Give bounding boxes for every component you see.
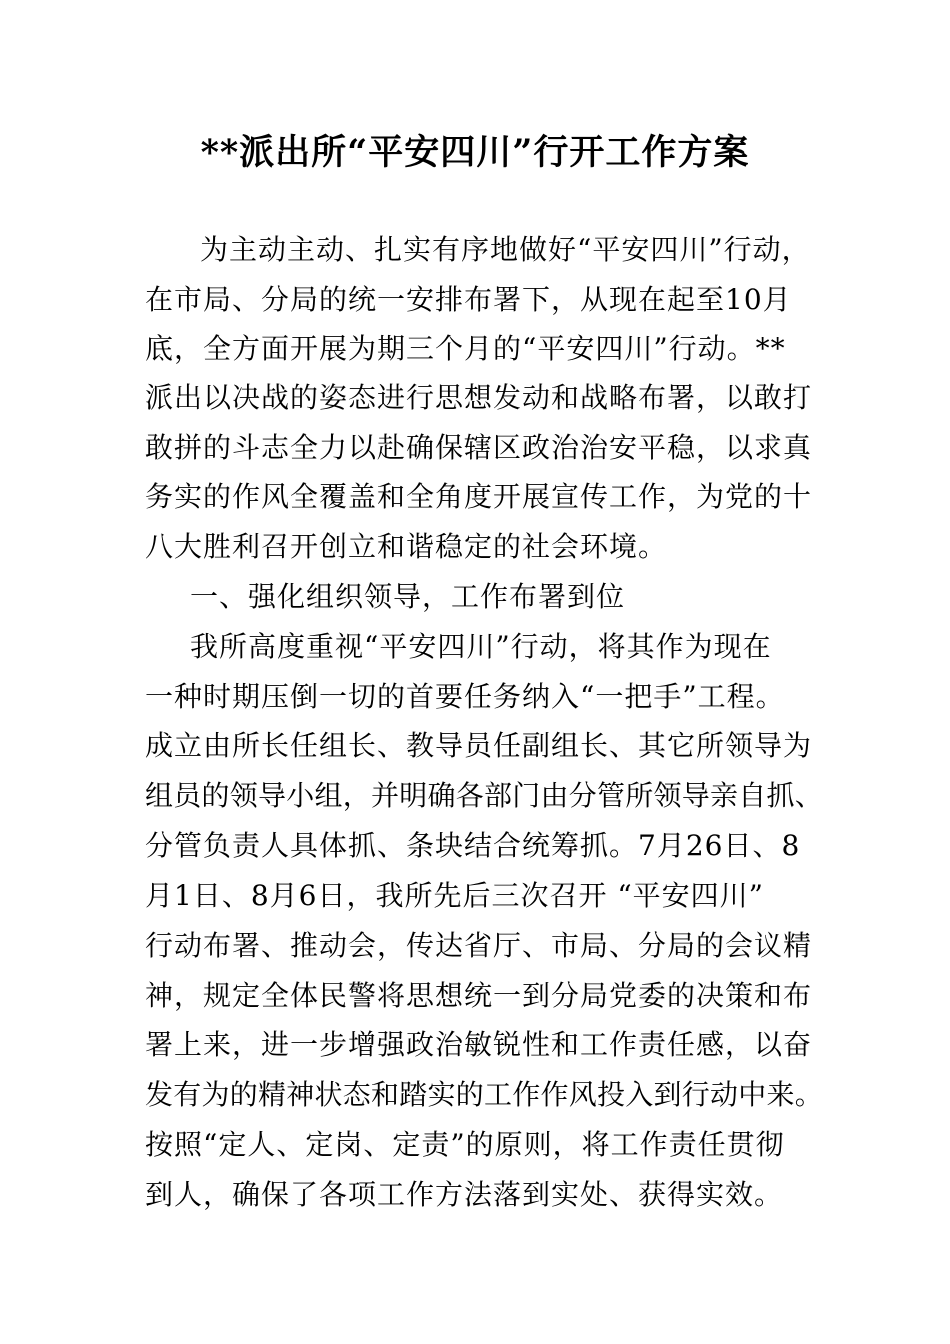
document-title: **派出所“平安四川”行开工作方案 [200, 132, 750, 173]
paragraph-2-line-7: 行动布署、推动会，传达省厅、市局、分局的会议精 [145, 929, 813, 962]
paragraph-2-line-11: 按照“定人、定岗、定责”的原则，将工作责任贯彻 [145, 1128, 785, 1161]
paragraph-2-line-2: 一种时期压倒一切的首要任务纳入“一把手”工程。 [145, 680, 785, 713]
section-heading-1: 一、强化组织领导，工作布署到位 [190, 580, 626, 613]
paragraph-1-line-5: 敢拼的斗志全力以赴确保辖区政治治安平稳，以求真 [145, 431, 813, 464]
paragraph-2-line-3: 成立由所长任组长、教导员任副组长、其它所领导为 [145, 729, 813, 762]
paragraph-2-line-1: 我所高度重视“平安四川”行动，将其作为现在 [190, 630, 772, 663]
paragraph-1-line-4: 派出以决战的姿态进行思想发动和战略布署，以敢打 [145, 381, 813, 414]
paragraph-1-line-6: 务实的作风全覆盖和全角度开展宣传工作，为党的十 [145, 480, 813, 513]
paragraph-1-line-3: 底，全方面开展为期三个月的“平安四川”行动。** [145, 332, 786, 365]
paragraph-2-line-5: 分管负责人具体抓、条块结合统筹抓。7月26日、8 [145, 829, 801, 862]
paragraph-2-line-4: 组员的领导小组，并明确各部门由分管所领导亲自抓、 [145, 779, 824, 812]
paragraph-2-line-6: 月1日、8月6日，我所先后三次召开 “平安四川” [145, 879, 764, 912]
paragraph-2-line-8: 神，规定全体民警将思想统一到分局党委的决策和布 [145, 979, 813, 1012]
paragraph-2-line-9: 署上来，进一步增强政治敏锐性和工作责任感，以奋 [145, 1028, 813, 1061]
paragraph-2-line-10: 发有为的精神状态和踏实的工作作风投入到行动中来。 [145, 1078, 824, 1111]
paragraph-1-line-1: 为主动主动、扎实有序地做好“平安四川”行动， [200, 233, 811, 266]
paragraph-1-line-7: 八大胜利召开创立和谐稳定的社会环境。 [145, 530, 668, 563]
paragraph-2-line-12: 到人，确保了各项工作方法落到实处、获得实效。 [145, 1178, 784, 1211]
paragraph-1-line-2: 在市局、分局的统一安排布署下，从现在起至10月 [145, 283, 792, 316]
